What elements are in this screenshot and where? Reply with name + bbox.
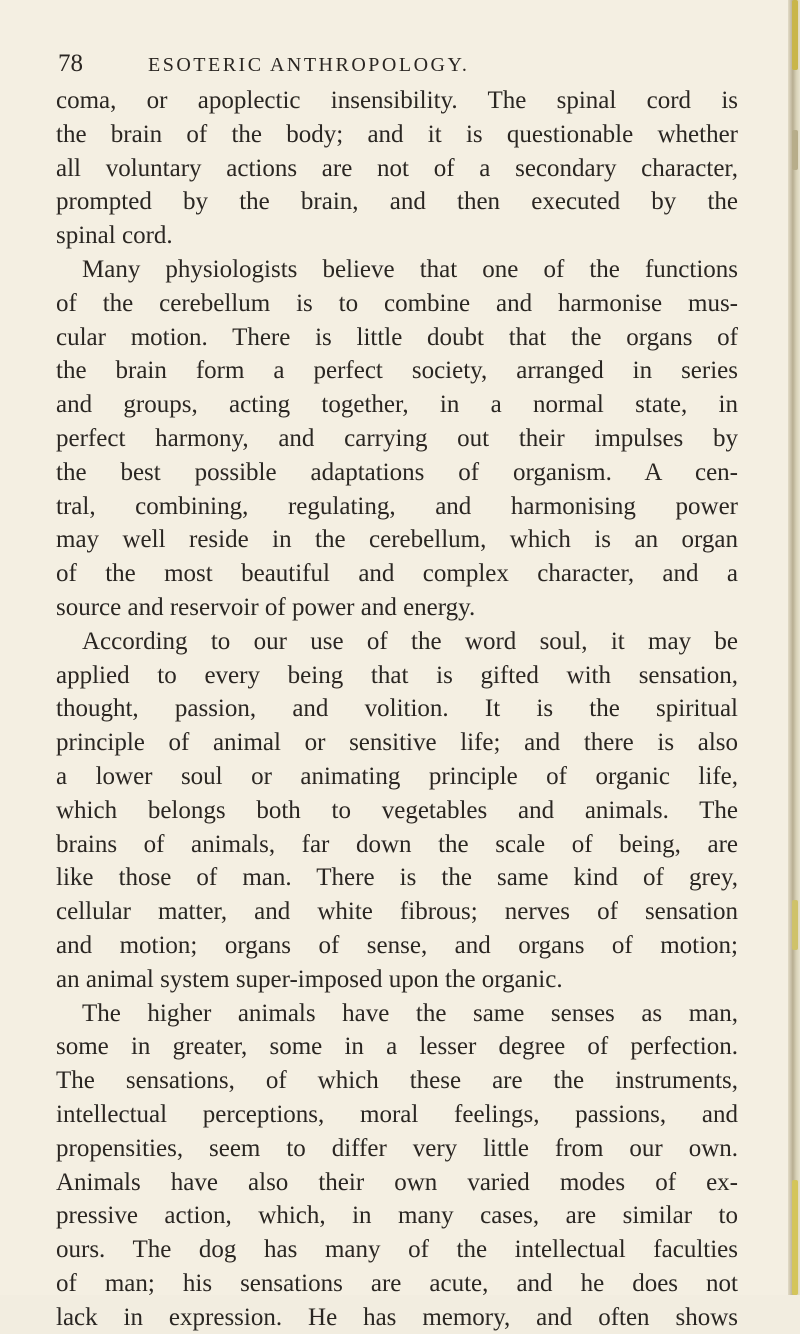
text-line: of the most beautiful and complex character, and a — [56, 560, 738, 588]
text-line: of man; his sensations are acute, and he does not — [56, 1269, 738, 1297]
binding-tint — [792, 130, 798, 170]
text-line: cellular matter, and white fibrous; nerves of sensation — [56, 898, 738, 926]
text-line: The sensations, of which these are the instruments, — [56, 1067, 738, 1095]
text-line: the brain of the body; and it is questionable whether — [56, 120, 738, 148]
text-line: ours. The dog has many of the intellectual faculties — [56, 1236, 738, 1264]
text-line: thought, passion, and volition. It is the spiritual — [56, 695, 738, 723]
text-line: tral, combining, regulating, and harmonising power — [56, 492, 738, 520]
text-line: prompted by the brain, and then executed by the — [56, 188, 738, 216]
text-line: an animal system super-imposed upon the organic. — [56, 965, 563, 993]
text-line: and groups, acting together, in a normal state, in — [56, 391, 738, 419]
page-binding-edge — [788, 0, 800, 1295]
text-line: Many physiologists believe that one of the functions — [82, 255, 738, 283]
text-line: spinal cord. — [56, 222, 173, 250]
page-header — [58, 50, 718, 82]
binding-tint — [792, 1180, 798, 1295]
text-line: principle of animal or sensitive life; and there is also — [56, 729, 738, 757]
text-line: cular motion. There is little doubt that the organs of — [56, 323, 738, 351]
text-line: propensities, seem to differ very little from our own. — [56, 1134, 738, 1162]
text-line: like those of man. There is the same kind of grey, — [56, 864, 738, 892]
text-line: pressive action, which, in many cases, are similar to — [56, 1202, 738, 1230]
text-line: The higher animals have the same senses as man, — [82, 999, 738, 1027]
binding-tint — [792, 0, 798, 70]
text-line: perfect harmony, and carrying out their impulses by — [56, 424, 738, 452]
text-line: According to our use of the word soul, it may be — [82, 627, 738, 655]
body-text — [56, 84, 738, 1334]
text-line: lack in expression. He has memory, and often shows — [56, 1303, 738, 1331]
text-line: the brain form a perfect society, arranged in series — [56, 357, 738, 385]
text-line: a lower soul or animating principle of organic life, — [56, 762, 738, 790]
binding-tint — [792, 900, 798, 950]
text-line: the best possible adaptations of organism. A cen- — [56, 458, 738, 486]
text-line: which belongs both to vegetables and animals. The — [56, 796, 738, 824]
text-line: of the cerebellum is to combine and harmonise mus- — [56, 289, 738, 317]
text-line: applied to every being that is gifted with sensation, — [56, 661, 738, 689]
text-line: and motion; organs of sense, and organs of motion; — [56, 931, 738, 959]
text-line: some in greater, some in a lesser degree of perfection. — [56, 1033, 738, 1061]
text-line: source and reservoir of power and energy. — [56, 593, 476, 621]
running-title: ESOTERIC ANTHROPOLOGY. — [148, 54, 470, 76]
text-line: may well reside in the cerebellum, which is an organ — [56, 526, 738, 554]
text-line: brains of animals, far down the scale of being, are — [56, 830, 738, 858]
text-line: all voluntary actions are not of a secondary character, — [56, 154, 738, 182]
text-line: Animals have also their own varied modes of ex- — [56, 1168, 738, 1196]
page-number: 78 — [58, 50, 83, 77]
text-line: coma, or apoplectic insensibility. The spinal cord is — [56, 87, 738, 114]
text-line: intellectual perceptions, moral feelings, passions, and — [56, 1100, 738, 1128]
